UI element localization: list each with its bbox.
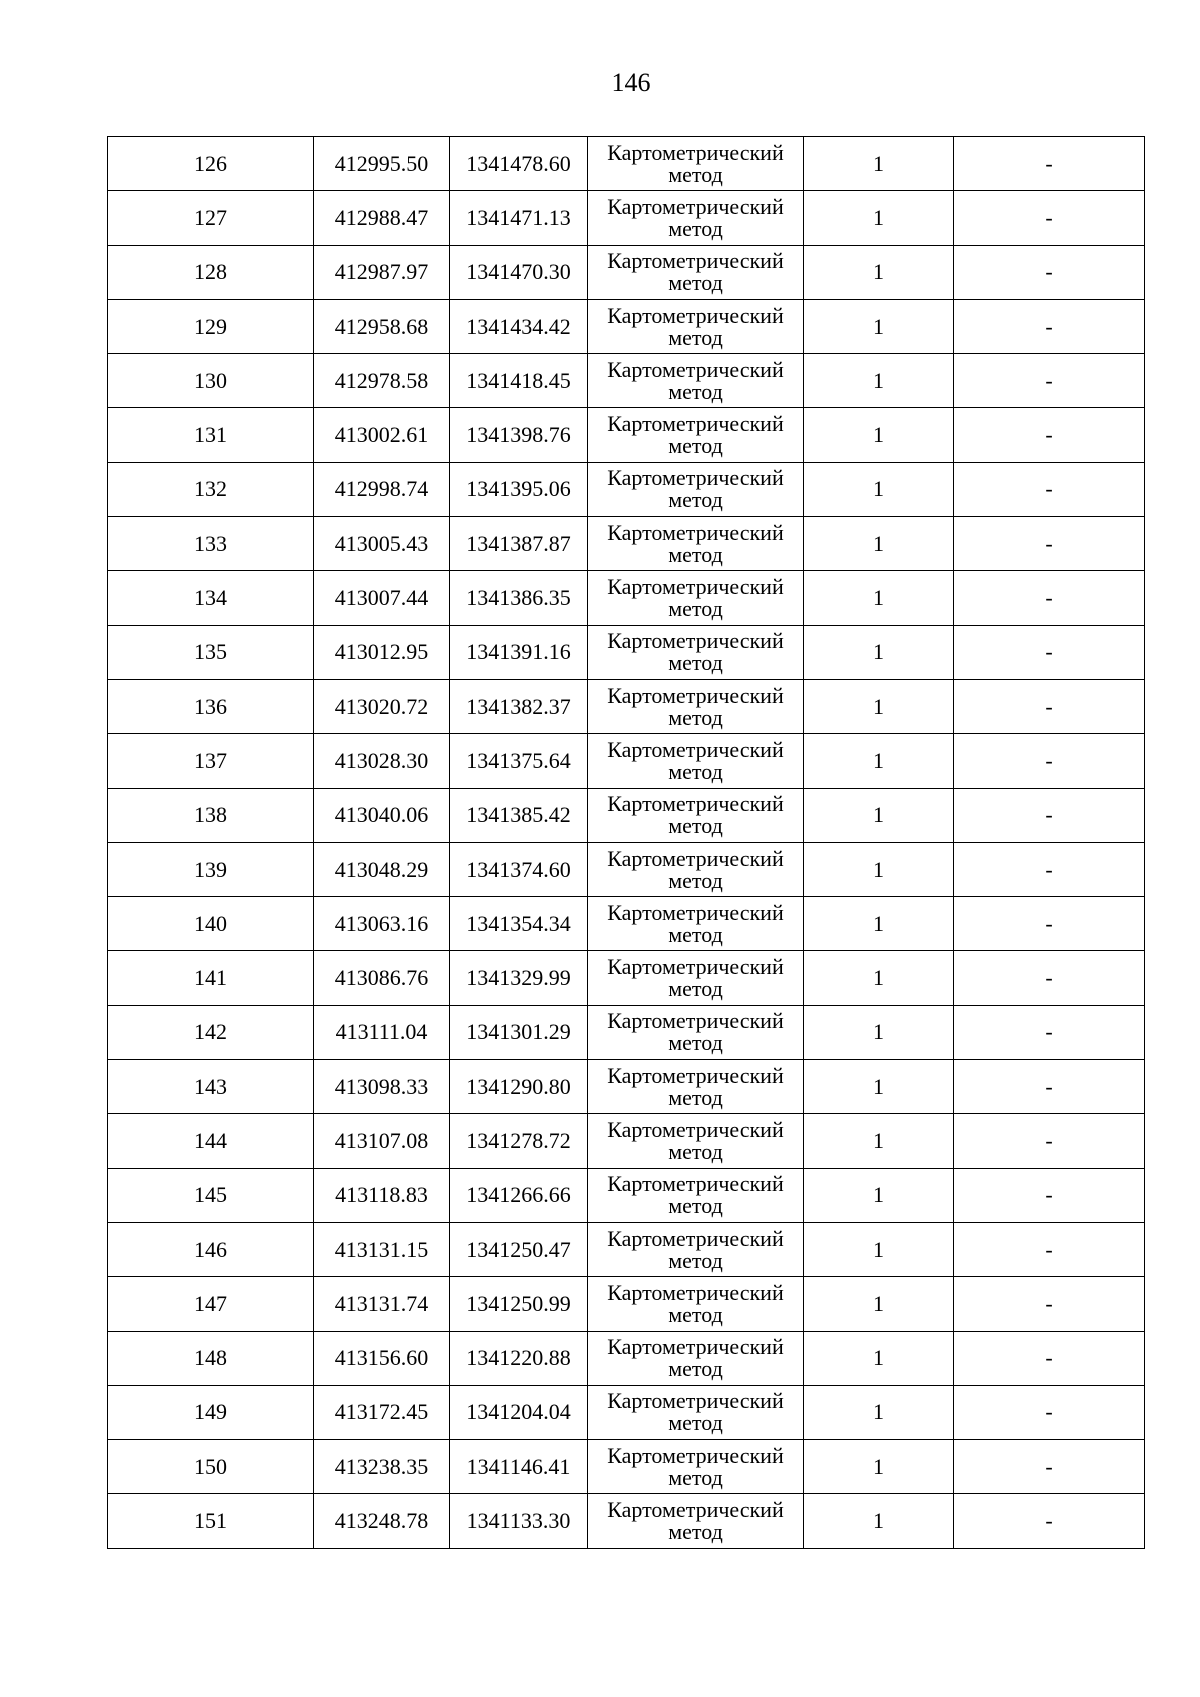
x-coordinate-cell: 413002.61 [314,408,450,462]
method-line-1: Картометрический [607,682,784,708]
note-cell: - [954,299,1145,353]
point-number-cell: 132 [108,462,314,516]
note-cell: - [954,897,1145,951]
accuracy-cell: 1 [804,1060,954,1114]
note-cell: - [954,1494,1145,1548]
accuracy-cell: 1 [804,354,954,408]
note-cell: - [954,245,1145,299]
y-coordinate-cell: 1341470.30 [450,245,588,299]
method-cell [588,1114,804,1168]
x-coordinate-cell: 412958.68 [314,299,450,353]
method-cell [588,842,804,896]
method-cell [588,951,804,1005]
x-coordinate-cell: 413238.35 [314,1440,450,1494]
method-cell [588,137,804,191]
note-cell: - [954,1114,1145,1168]
method-line-1: Картометрический [607,519,784,545]
table-row [108,1331,1145,1385]
method-cell [588,191,804,245]
method-line-1: Картометрический [607,1442,784,1468]
note-cell: - [954,354,1145,408]
accuracy-cell: 1 [804,1005,954,1059]
accuracy-cell: 1 [804,679,954,733]
note-cell: - [954,1005,1145,1059]
method-cell [588,1440,804,1494]
table-row [108,1494,1145,1548]
y-coordinate-cell: 1341301.29 [450,1005,588,1059]
table-row [108,679,1145,733]
y-coordinate-cell: 1341204.04 [450,1385,588,1439]
x-coordinate-cell: 413172.45 [314,1385,450,1439]
method-line-1: Картометрический [607,1116,784,1142]
method-line-1: Картометрический [607,899,784,925]
table-row [108,1060,1145,1114]
x-coordinate-cell: 412987.97 [314,245,450,299]
table-body [108,137,1145,1549]
method-line-1: Картометрический [607,791,784,817]
y-coordinate-cell: 1341395.06 [450,462,588,516]
note-cell: - [954,625,1145,679]
table-row [108,1168,1145,1222]
y-coordinate-cell: 1341471.13 [450,191,588,245]
method-line-2: метод [668,1030,723,1056]
y-coordinate-cell: 1341382.37 [450,679,588,733]
method-line-1: Картометрический [607,1334,784,1360]
note-cell: - [954,462,1145,516]
point-number-cell: 136 [108,679,314,733]
method-line-1: Картометрический [607,1388,784,1414]
point-number-cell: 138 [108,788,314,842]
method-cell [588,788,804,842]
note-cell: - [954,1385,1145,1439]
accuracy-cell: 1 [804,408,954,462]
table-row [108,625,1145,679]
table-row [108,1277,1145,1331]
table-row [108,462,1145,516]
x-coordinate-cell: 413007.44 [314,571,450,625]
x-coordinate-cell: 413131.15 [314,1222,450,1276]
point-number-cell: 135 [108,625,314,679]
method-line-1: Картометрический [607,193,784,219]
method-cell [588,462,804,516]
note-cell: - [954,1331,1145,1385]
point-number-cell: 147 [108,1277,314,1331]
y-coordinate-cell: 1341374.60 [450,842,588,896]
method-line-1: Картометрический [607,1225,784,1251]
point-number-cell: 141 [108,951,314,1005]
method-line-2: метод [668,1356,723,1382]
method-line-2: метод [668,758,723,784]
method-line-2: метод [668,324,723,350]
x-coordinate-cell: 413107.08 [314,1114,450,1168]
x-coordinate-cell: 412998.74 [314,462,450,516]
point-number-cell: 133 [108,517,314,571]
table-row [108,951,1145,1005]
accuracy-cell: 1 [804,1440,954,1494]
point-number-cell: 146 [108,1222,314,1276]
method-cell [588,1168,804,1222]
accuracy-cell: 1 [804,1277,954,1331]
note-cell: - [954,1222,1145,1276]
note-cell: - [954,734,1145,788]
point-number-cell: 130 [108,354,314,408]
method-cell [588,299,804,353]
y-coordinate-cell: 1341146.41 [450,1440,588,1494]
method-line-2: метод [668,867,723,893]
table-row [108,1005,1145,1059]
point-number-cell: 137 [108,734,314,788]
method-cell [588,1005,804,1059]
method-line-2: метод [668,596,723,622]
method-line-1: Картометрический [607,845,784,871]
method-line-2: метод [668,921,723,947]
x-coordinate-cell: 413063.16 [314,897,450,951]
point-number-cell: 148 [108,1331,314,1385]
method-cell [588,245,804,299]
y-coordinate-cell: 1341391.16 [450,625,588,679]
method-cell [588,679,804,733]
method-line-2: метод [668,161,723,187]
method-line-2: метод [668,215,723,241]
point-number-cell: 149 [108,1385,314,1439]
x-coordinate-cell: 413098.33 [314,1060,450,1114]
method-line-2: метод [668,378,723,404]
table-row [108,1440,1145,1494]
accuracy-cell: 1 [804,951,954,1005]
method-cell [588,1385,804,1439]
method-line-1: Картометрический [607,302,784,328]
method-line-1: Картометрический [607,736,784,762]
table-row [108,137,1145,191]
table-row [108,191,1145,245]
note-cell: - [954,951,1145,1005]
accuracy-cell: 1 [804,734,954,788]
y-coordinate-cell: 1341250.47 [450,1222,588,1276]
y-coordinate-cell: 1341387.87 [450,517,588,571]
method-line-1: Картометрический [607,248,784,274]
y-coordinate-cell: 1341278.72 [450,1114,588,1168]
accuracy-cell: 1 [804,571,954,625]
method-line-2: метод [668,487,723,513]
point-number-cell: 144 [108,1114,314,1168]
point-number-cell: 128 [108,245,314,299]
method-line-1: Картометрический [607,356,784,382]
x-coordinate-cell: 413005.43 [314,517,450,571]
method-cell [588,897,804,951]
y-coordinate-cell: 1341385.42 [450,788,588,842]
method-line-2: метод [668,813,723,839]
accuracy-cell: 1 [804,137,954,191]
note-cell: - [954,788,1145,842]
table-row [108,354,1145,408]
note-cell: - [954,679,1145,733]
y-coordinate-cell: 1341354.34 [450,897,588,951]
method-line-2: метод [668,433,723,459]
method-cell [588,625,804,679]
point-number-cell: 129 [108,299,314,353]
method-line-2: метод [668,1138,723,1164]
accuracy-cell: 1 [804,842,954,896]
method-line-1: Картометрический [607,1008,784,1034]
method-line-2: метод [668,704,723,730]
method-line-1: Картометрический [607,1279,784,1305]
x-coordinate-cell: 413048.29 [314,842,450,896]
method-line-1: Картометрический [607,1171,784,1197]
y-coordinate-cell: 1341478.60 [450,137,588,191]
method-line-2: метод [668,1193,723,1219]
point-number-cell: 127 [108,191,314,245]
table-row [108,517,1145,571]
point-number-cell: 131 [108,408,314,462]
y-coordinate-cell: 1341250.99 [450,1277,588,1331]
accuracy-cell: 1 [804,625,954,679]
y-coordinate-cell: 1341375.64 [450,734,588,788]
y-coordinate-cell: 1341266.66 [450,1168,588,1222]
page-number: 146 [611,68,651,97]
x-coordinate-cell: 413131.74 [314,1277,450,1331]
point-number-cell: 151 [108,1494,314,1548]
table-row [108,571,1145,625]
method-cell [588,517,804,571]
accuracy-cell: 1 [804,245,954,299]
x-coordinate-cell: 413111.04 [314,1005,450,1059]
method-line-2: метод [668,541,723,567]
note-cell: - [954,137,1145,191]
method-line-1: Картометрический [607,1062,784,1088]
y-coordinate-cell: 1341386.35 [450,571,588,625]
method-cell [588,1277,804,1331]
accuracy-cell: 1 [804,462,954,516]
note-cell: - [954,1060,1145,1114]
method-line-1: Картометрический [607,139,784,165]
method-line-2: метод [668,1519,723,1545]
coordinates-table [107,136,1145,1549]
y-coordinate-cell: 1341290.80 [450,1060,588,1114]
accuracy-cell: 1 [804,897,954,951]
y-coordinate-cell: 1341133.30 [450,1494,588,1548]
method-line-1: Картометрический [607,465,784,491]
method-line-2: метод [668,976,723,1002]
point-number-cell: 145 [108,1168,314,1222]
point-number-cell: 139 [108,842,314,896]
note-cell: - [954,842,1145,896]
accuracy-cell: 1 [804,1168,954,1222]
table-row [108,299,1145,353]
method-line-2: метод [668,270,723,296]
point-number-cell: 142 [108,1005,314,1059]
method-line-2: метод [668,1410,723,1436]
table-row [108,734,1145,788]
point-number-cell: 134 [108,571,314,625]
method-cell [588,1222,804,1276]
x-coordinate-cell: 412995.50 [314,137,450,191]
method-cell [588,1331,804,1385]
table-row [108,1385,1145,1439]
table-row [108,842,1145,896]
accuracy-cell: 1 [804,191,954,245]
method-line-1: Картометрический [607,954,784,980]
method-cell [588,571,804,625]
accuracy-cell: 1 [804,1222,954,1276]
note-cell: - [954,517,1145,571]
y-coordinate-cell: 1341434.42 [450,299,588,353]
note-cell: - [954,1277,1145,1331]
note-cell: - [954,1440,1145,1494]
accuracy-cell: 1 [804,517,954,571]
method-line-1: Картометрический [607,1497,784,1523]
point-number-cell: 126 [108,137,314,191]
table-row [108,408,1145,462]
accuracy-cell: 1 [804,299,954,353]
x-coordinate-cell: 413248.78 [314,1494,450,1548]
note-cell: - [954,1168,1145,1222]
method-line-2: метод [668,1301,723,1327]
method-line-2: метод [668,650,723,676]
method-line-2: метод [668,1084,723,1110]
y-coordinate-cell: 1341220.88 [450,1331,588,1385]
x-coordinate-cell: 413028.30 [314,734,450,788]
note-cell: - [954,408,1145,462]
method-line-1: Картометрический [607,574,784,600]
y-coordinate-cell: 1341398.76 [450,408,588,462]
x-coordinate-cell: 413156.60 [314,1331,450,1385]
x-coordinate-cell: 412978.58 [314,354,450,408]
method-line-1: Картометрический [607,411,784,437]
x-coordinate-cell: 413086.76 [314,951,450,1005]
method-cell [588,1060,804,1114]
table-row [108,245,1145,299]
accuracy-cell: 1 [804,1385,954,1439]
table-row [108,1114,1145,1168]
table-row [108,788,1145,842]
y-coordinate-cell: 1341418.45 [450,354,588,408]
point-number-cell: 143 [108,1060,314,1114]
x-coordinate-cell: 413020.72 [314,679,450,733]
method-cell [588,1494,804,1548]
method-cell [588,734,804,788]
x-coordinate-cell: 413012.95 [314,625,450,679]
method-cell [588,354,804,408]
method-line-1: Картометрический [607,628,784,654]
accuracy-cell: 1 [804,1494,954,1548]
point-number-cell: 140 [108,897,314,951]
note-cell: - [954,191,1145,245]
table-row [108,1222,1145,1276]
x-coordinate-cell: 412988.47 [314,191,450,245]
method-line-2: метод [668,1464,723,1490]
x-coordinate-cell: 413040.06 [314,788,450,842]
accuracy-cell: 1 [804,788,954,842]
note-cell: - [954,571,1145,625]
accuracy-cell: 1 [804,1331,954,1385]
x-coordinate-cell: 413118.83 [314,1168,450,1222]
point-number-cell: 150 [108,1440,314,1494]
accuracy-cell: 1 [804,1114,954,1168]
method-line-2: метод [668,1247,723,1273]
method-cell [588,408,804,462]
table-row [108,897,1145,951]
y-coordinate-cell: 1341329.99 [450,951,588,1005]
